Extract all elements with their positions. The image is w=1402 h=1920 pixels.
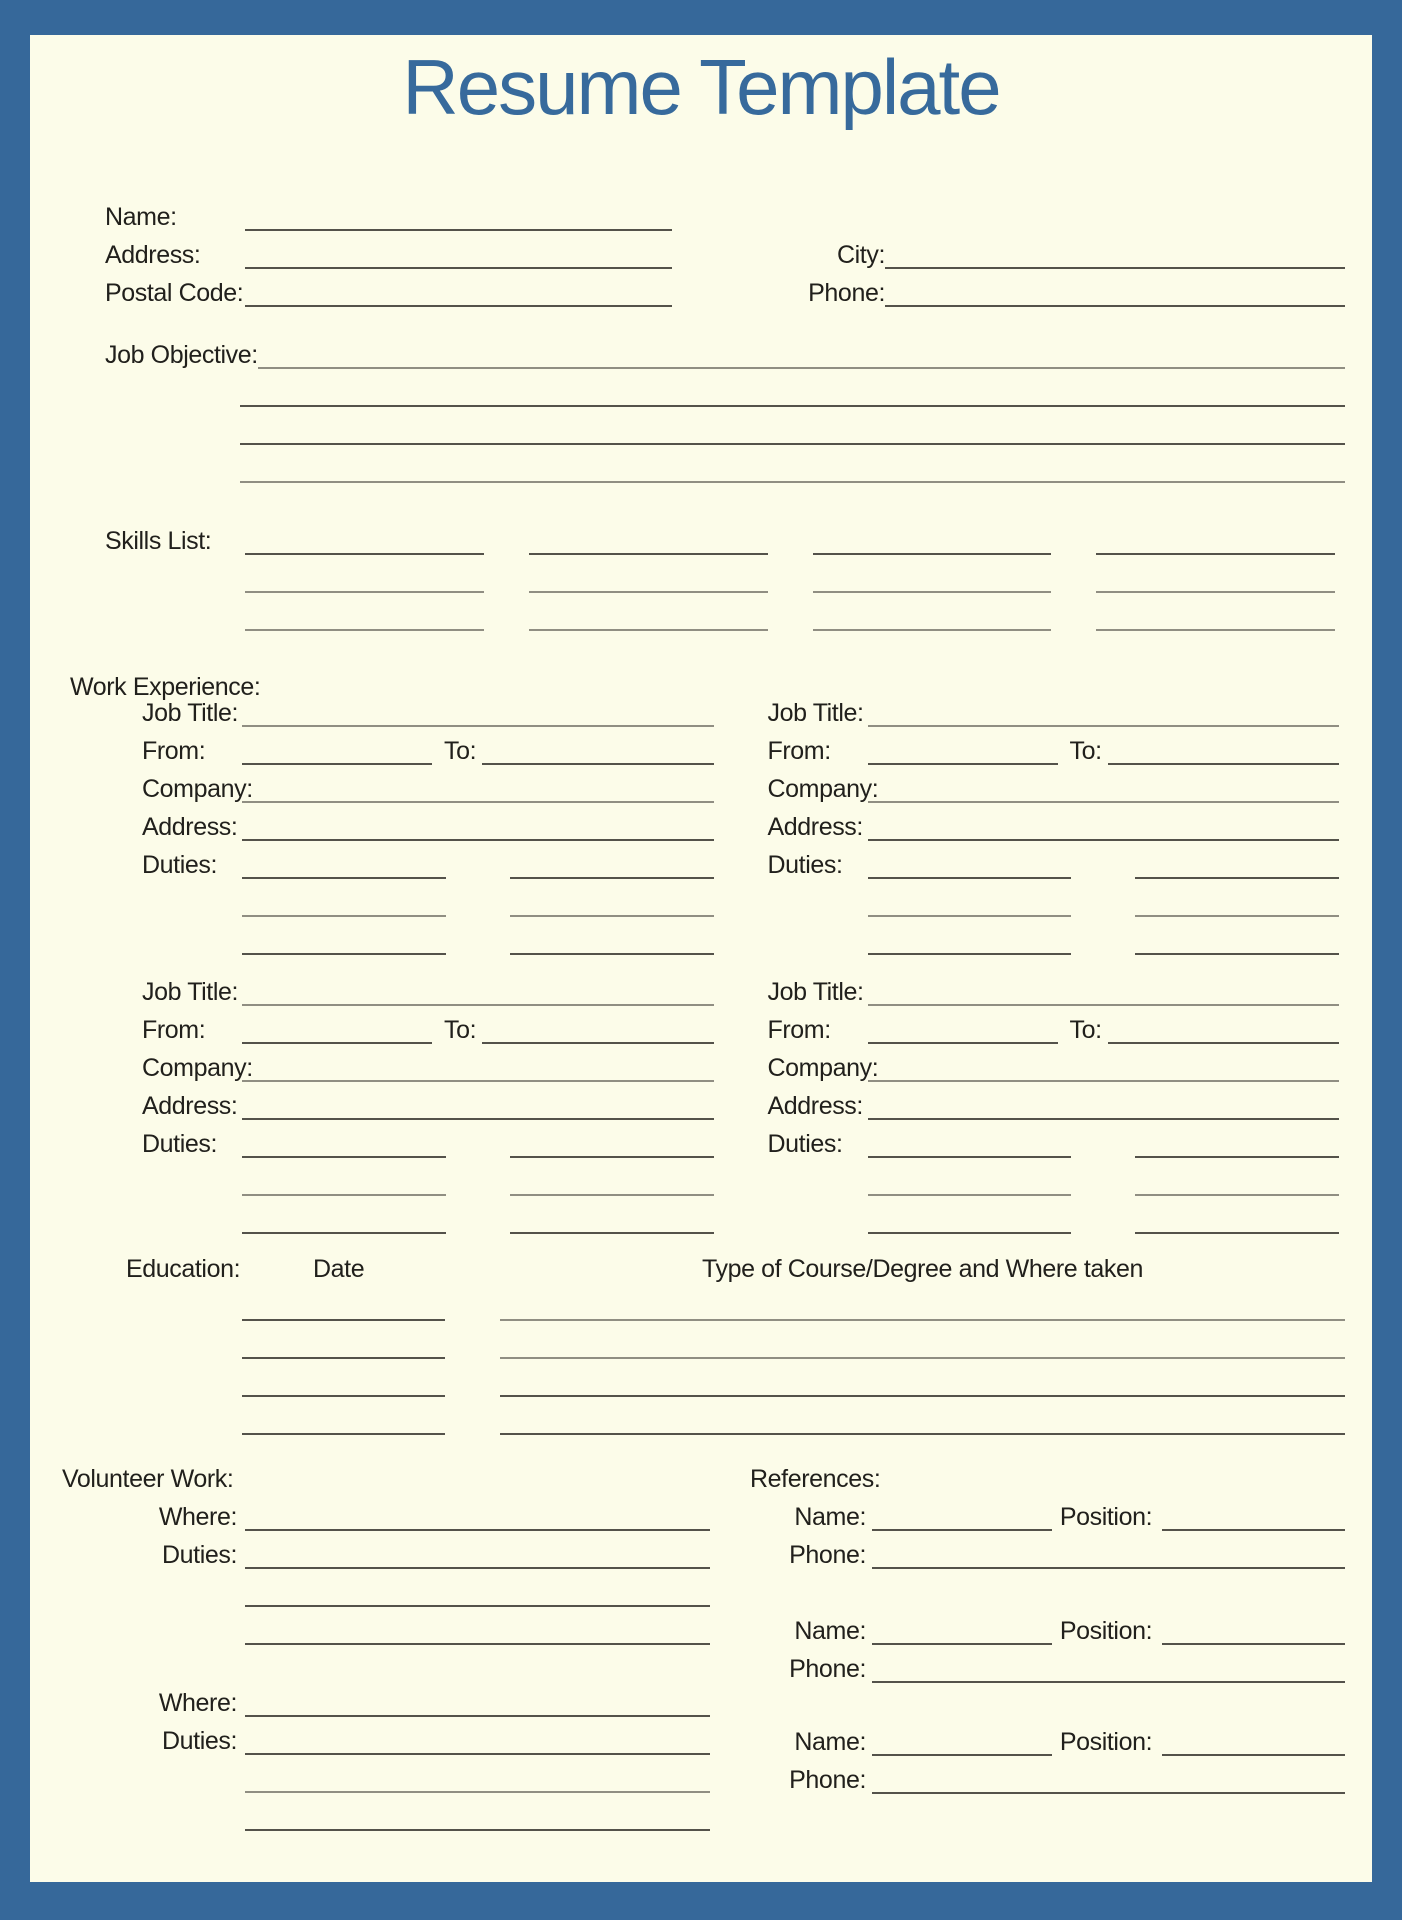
- duties-label: Duties:: [161, 1727, 237, 1755]
- volunteer-duties-row: [30, 1531, 710, 1569]
- volunteer-section: [30, 1455, 710, 1831]
- duties-field[interactable]: [1135, 915, 1339, 917]
- education-row: [30, 1283, 1372, 1321]
- job-block: [142, 689, 714, 955]
- duties-field[interactable]: [1135, 953, 1339, 955]
- name-row: [30, 193, 1372, 231]
- job-title-label: Job Title:: [142, 699, 239, 727]
- volunteer-duties-field[interactable]: [245, 1567, 710, 1569]
- volunteer-where-field[interactable]: [245, 1715, 710, 1717]
- phone-label: Phone:: [789, 1541, 866, 1569]
- education-type-field[interactable]: [500, 1357, 1345, 1359]
- duties-label: Duties:: [142, 851, 218, 879]
- duties-field[interactable]: [1135, 1232, 1339, 1234]
- address-field[interactable]: [245, 267, 672, 269]
- volunteer-work-label: Volunteer Work:: [62, 1465, 234, 1493]
- from-field[interactable]: [868, 763, 1058, 765]
- from-label: From:: [767, 1016, 831, 1044]
- duties-field[interactable]: [510, 1232, 714, 1234]
- to-field[interactable]: [482, 1042, 713, 1044]
- skill-field[interactable]: [529, 629, 768, 631]
- company-label: Company:: [767, 775, 879, 803]
- education-type-field[interactable]: [500, 1319, 1345, 1321]
- address-field[interactable]: [868, 1118, 1340, 1120]
- job-title-label: Job Title:: [767, 699, 864, 727]
- address-field[interactable]: [242, 839, 714, 841]
- city-field[interactable]: [885, 267, 1345, 269]
- volunteer-where-row: [30, 1679, 710, 1717]
- duties-field[interactable]: [510, 1156, 714, 1158]
- company-label: Company:: [142, 1054, 253, 1082]
- reference-phone-row: [750, 1756, 1345, 1794]
- education-type-header: Type of Course/Degree and Where taken: [701, 1255, 1143, 1283]
- company-field[interactable]: [868, 1080, 1340, 1082]
- duties-field[interactable]: [242, 953, 446, 955]
- reference-phone-field[interactable]: [872, 1567, 1345, 1569]
- job-objective-row: [30, 331, 1372, 369]
- job-objective-field[interactable]: [240, 443, 1345, 445]
- phone-label: Phone:: [789, 1655, 866, 1683]
- volunteer-duties-row: [30, 1717, 710, 1755]
- skill-field[interactable]: [245, 553, 484, 555]
- duties-field[interactable]: [868, 877, 1072, 879]
- position-label: Position:: [1059, 1617, 1153, 1645]
- education-row: [30, 1397, 1372, 1435]
- to-label: To:: [1069, 737, 1102, 765]
- education-date-field[interactable]: [242, 1395, 445, 1397]
- job-objective-field[interactable]: [240, 405, 1345, 407]
- job-objective-field[interactable]: [240, 481, 1345, 483]
- from-label: From:: [142, 1016, 206, 1044]
- duties-field[interactable]: [242, 1156, 446, 1158]
- name-label: Name:: [794, 1503, 866, 1531]
- duties-field[interactable]: [1135, 1194, 1339, 1196]
- skills-section: [30, 517, 1372, 631]
- education-row: [30, 1321, 1372, 1359]
- duties-field[interactable]: [242, 1232, 446, 1234]
- reference-position-field[interactable]: [1162, 1754, 1345, 1756]
- skill-field[interactable]: [813, 629, 1052, 631]
- job-objective-row: [30, 445, 1372, 483]
- duties-field[interactable]: [1135, 1156, 1339, 1158]
- duties-field[interactable]: [868, 1156, 1072, 1158]
- education-label: Education:: [126, 1255, 241, 1283]
- name-label: Name:: [794, 1617, 866, 1645]
- duties-label: Duties:: [767, 1130, 843, 1158]
- duties-field[interactable]: [1135, 877, 1339, 879]
- city-label: City:: [836, 241, 885, 269]
- duties-field[interactable]: [510, 877, 714, 879]
- duties-field[interactable]: [242, 877, 446, 879]
- address-row: [30, 231, 1372, 269]
- volunteer-duties-field[interactable]: [245, 1753, 710, 1755]
- volunteer-duties-field[interactable]: [245, 1605, 710, 1607]
- reference-phone-row: [750, 1645, 1345, 1683]
- job-objective-section: [30, 331, 1372, 483]
- education-section: [30, 1245, 1372, 1435]
- reference-phone-row: [750, 1531, 1345, 1569]
- where-label: Where:: [158, 1689, 237, 1717]
- duties-label: Duties:: [161, 1541, 237, 1569]
- references-section: [750, 1455, 1345, 1794]
- reference-name-field[interactable]: [872, 1643, 1052, 1645]
- address-field[interactable]: [242, 1118, 714, 1120]
- name-field[interactable]: [245, 229, 672, 231]
- reference-name-row: [750, 1607, 1345, 1645]
- from-label: From:: [767, 737, 831, 765]
- reference-name-row: [750, 1493, 1345, 1531]
- duties-label: Duties:: [767, 851, 843, 879]
- address-label: Address:: [767, 813, 863, 841]
- contact-section: [30, 193, 1372, 307]
- job-title-field[interactable]: [868, 1004, 1340, 1006]
- company-label: Company:: [767, 1054, 879, 1082]
- skills-row: [30, 593, 1372, 631]
- volunteer-duties-field[interactable]: [245, 1791, 710, 1793]
- skill-field[interactable]: [529, 553, 768, 555]
- to-label: To:: [444, 1016, 477, 1044]
- duties-field[interactable]: [868, 953, 1072, 955]
- duties-field[interactable]: [868, 1232, 1072, 1234]
- duties-field[interactable]: [242, 915, 446, 917]
- education-date-field[interactable]: [242, 1319, 445, 1321]
- phone-field[interactable]: [885, 305, 1345, 307]
- reference-name-field[interactable]: [872, 1529, 1052, 1531]
- job-objective-row: [30, 369, 1372, 407]
- reference-phone-field[interactable]: [872, 1792, 1345, 1794]
- education-date-header: Date: [313, 1255, 365, 1283]
- from-field[interactable]: [242, 763, 432, 765]
- job-objective-row: [30, 407, 1372, 445]
- education-date-field[interactable]: [242, 1357, 445, 1359]
- job-title-label: Job Title:: [142, 978, 239, 1006]
- job-block: [768, 689, 1340, 955]
- duties-field[interactable]: [868, 1194, 1072, 1196]
- job-title-field[interactable]: [868, 725, 1340, 727]
- reference-name-field[interactable]: [872, 1754, 1052, 1756]
- duties-field[interactable]: [510, 1194, 714, 1196]
- to-label: To:: [1069, 1016, 1102, 1044]
- volunteer-duties-field[interactable]: [245, 1643, 710, 1645]
- address-label: Address:: [142, 1092, 238, 1120]
- from-label: From:: [142, 737, 206, 765]
- skill-field[interactable]: [1096, 629, 1335, 631]
- to-label: To:: [444, 737, 477, 765]
- volunteer-where-field[interactable]: [245, 1529, 710, 1531]
- duties-field[interactable]: [510, 915, 714, 917]
- job-blocks-row-2: [30, 968, 1372, 1234]
- postal-code-field[interactable]: [245, 305, 672, 307]
- reference-name-row: [750, 1718, 1345, 1756]
- work-experience-label: Work Experience:: [70, 673, 261, 701]
- postal-code-row: [30, 269, 1372, 307]
- job-block: [768, 968, 1340, 1234]
- skill-field[interactable]: [1096, 591, 1335, 593]
- address-label: Address:: [142, 813, 238, 841]
- skills-row: [30, 517, 1372, 555]
- to-field[interactable]: [1108, 763, 1339, 765]
- reference-position-field[interactable]: [1162, 1529, 1345, 1531]
- to-field[interactable]: [482, 763, 713, 765]
- skills-row: [30, 555, 1372, 593]
- duties-field[interactable]: [510, 953, 714, 955]
- skills-list-label: Skills List:: [105, 527, 212, 555]
- reference-phone-field[interactable]: [872, 1681, 1345, 1683]
- skill-field[interactable]: [245, 629, 484, 631]
- job-title-field[interactable]: [242, 725, 714, 727]
- education-date-field[interactable]: [242, 1433, 445, 1435]
- duties-field[interactable]: [868, 915, 1072, 917]
- education-type-field[interactable]: [500, 1395, 1345, 1397]
- name-label: Name:: [794, 1728, 866, 1756]
- duties-field[interactable]: [242, 1194, 446, 1196]
- job-title-label: Job Title:: [767, 978, 864, 1006]
- volunteer-where-row: [30, 1493, 710, 1531]
- job-block: [142, 968, 714, 1234]
- name-label: Name:: [105, 203, 177, 231]
- duties-label: Duties:: [142, 1130, 218, 1158]
- page-title: Resume Template: [402, 43, 1000, 131]
- job-blocks-row-1: [30, 689, 1372, 955]
- job-objective-field[interactable]: [258, 367, 1345, 369]
- skill-field[interactable]: [1096, 553, 1335, 555]
- volunteer-duties-field[interactable]: [245, 1829, 710, 1831]
- where-label: Where:: [158, 1503, 237, 1531]
- education-row: [30, 1359, 1372, 1397]
- phone-label: Phone:: [789, 1766, 866, 1794]
- company-field[interactable]: [868, 801, 1340, 803]
- reference-position-field[interactable]: [1162, 1643, 1345, 1645]
- skill-field[interactable]: [529, 591, 768, 593]
- skill-field[interactable]: [813, 553, 1052, 555]
- references-label: References:: [750, 1465, 881, 1493]
- postal-code-label: Postal Code:: [105, 279, 244, 307]
- job-title-field[interactable]: [242, 1004, 714, 1006]
- skill-field[interactable]: [813, 591, 1052, 593]
- skill-field[interactable]: [245, 591, 484, 593]
- address-field[interactable]: [868, 839, 1340, 841]
- company-label: Company:: [142, 775, 253, 803]
- education-type-field[interactable]: [500, 1433, 1345, 1435]
- from-field[interactable]: [242, 1042, 432, 1044]
- position-label: Position:: [1059, 1728, 1153, 1756]
- address-label: Address:: [767, 1092, 863, 1120]
- company-field[interactable]: [242, 801, 714, 803]
- phone-label: Phone:: [808, 279, 885, 307]
- position-label: Position:: [1059, 1503, 1153, 1531]
- address-label: Address:: [105, 241, 201, 269]
- company-field[interactable]: [242, 1080, 714, 1082]
- job-objective-label: Job Objective:: [105, 341, 258, 369]
- to-field[interactable]: [1108, 1042, 1339, 1044]
- from-field[interactable]: [868, 1042, 1058, 1044]
- paper-sheet: [30, 35, 1372, 1882]
